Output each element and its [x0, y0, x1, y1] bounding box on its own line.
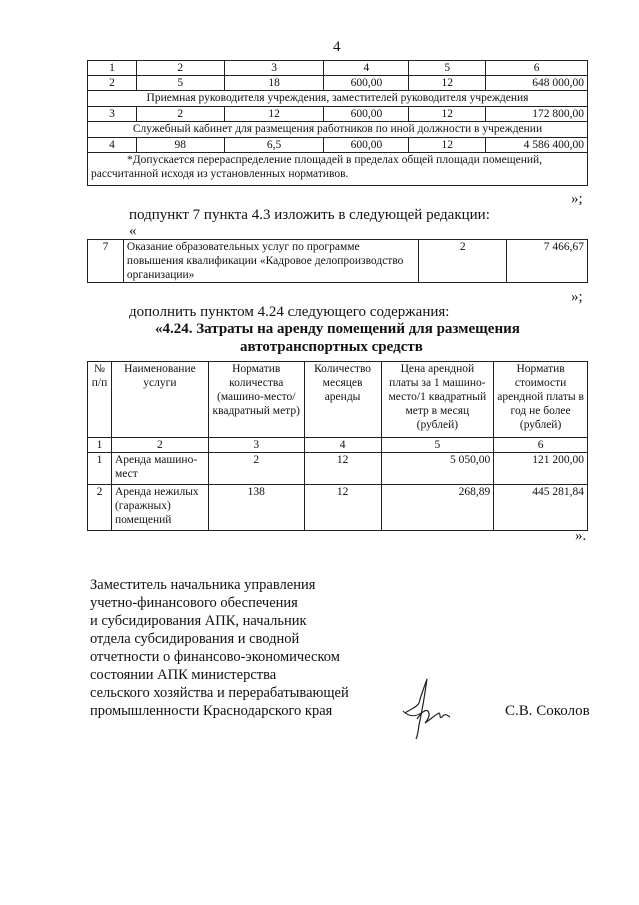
signatory-line: сельского хозяйства и перерабатывающей	[90, 685, 349, 701]
signatory-line: промышленности Краснодарского края	[90, 703, 333, 719]
close-quote: ».	[575, 528, 587, 544]
table-cell: 445 281,84	[494, 485, 588, 531]
column-header: Норматив количества (машино-место/ квадратный метр)	[208, 362, 304, 438]
table-cell: 3	[224, 61, 324, 76]
table-cell: 2	[419, 240, 507, 283]
table-cell: 268,89	[381, 485, 494, 531]
column-header: № п/п	[88, 362, 112, 438]
table-row	[88, 122, 588, 138]
page-number: 4	[333, 39, 341, 55]
table-cell: 98	[136, 138, 224, 153]
table-cell: 18	[224, 76, 324, 91]
table-cell: 4	[304, 438, 381, 453]
section-title: «4.24. Затраты на аренду помещений для размещения	[155, 321, 520, 337]
table-header-row	[88, 362, 588, 438]
table-cell: 12	[304, 485, 381, 531]
signatory-line: состоянии АПК министерства	[90, 667, 277, 683]
close-quote: »;	[571, 191, 583, 207]
table-cell: 12	[409, 76, 486, 91]
table-cell: 12	[409, 107, 486, 122]
table-row	[88, 438, 588, 453]
table-row	[88, 76, 588, 91]
table-cell: 2	[88, 485, 112, 531]
section-title: автотранспортных средств	[240, 339, 423, 355]
table-cell: 4	[324, 61, 409, 76]
signatory-line: отдела субсидирования и сводной	[90, 631, 300, 647]
table-cell: 3	[88, 107, 137, 122]
column-header: Количество месяцев аренды	[304, 362, 381, 438]
instruction-text: дополнить пунктом 4.24 следующего содержания:	[129, 304, 450, 320]
table-replacement-row	[87, 239, 588, 283]
signature-mark	[395, 673, 470, 743]
table-cell: 600,00	[324, 138, 409, 153]
table-cell: 5 050,00	[381, 453, 494, 485]
table-row	[88, 485, 588, 531]
column-header: Норматив стоимости арендной платы в год не более (рублей)	[494, 362, 588, 438]
column-header: Наименование услуги	[111, 362, 208, 438]
table-cell: 5	[136, 76, 224, 91]
table-row	[88, 61, 588, 76]
table-cell: 4	[88, 138, 137, 153]
section-heading: Приемная руководителя учреждения, заместителей руководителя учреждения	[88, 91, 588, 107]
table-cell: 4 586 400,00	[486, 138, 588, 153]
table-cell: 2	[136, 61, 224, 76]
signatory-line: отчетности о финансово-экономическом	[90, 649, 340, 665]
table-cell: 1	[88, 438, 112, 453]
table-row	[88, 453, 588, 485]
table-continuation	[87, 60, 588, 186]
table-cell: 6,5	[224, 138, 324, 153]
table-cell: 2	[111, 438, 208, 453]
table-cell: 1	[88, 453, 112, 485]
instruction-text: подпункт 7 пункта 4.3 изложить в следующей редакции:	[129, 207, 490, 223]
table-cell: 172 800,00	[486, 107, 588, 122]
table-cell: 1	[88, 61, 137, 76]
column-header: Цена арендной платы за 1 машино-место/1 квадратный метр в месяц (рублей)	[381, 362, 494, 438]
table-cell: 600,00	[324, 76, 409, 91]
table-cell: 6	[494, 438, 588, 453]
signatory-name: С.В. Соколов	[505, 703, 590, 719]
table-row	[88, 107, 588, 122]
signatory-line: Заместитель начальника управления	[90, 577, 316, 593]
signatory-line: и субсидирования АПК, начальник	[90, 613, 307, 629]
table-cell: 3	[208, 438, 304, 453]
section-heading: Служебный кабинет для размещения работников по иной должности в учреждении	[88, 122, 588, 138]
table-cell: 648 000,00	[486, 76, 588, 91]
signatory-line: учетно-финансового обеспечения	[90, 595, 298, 611]
table-cell: 12	[224, 107, 324, 122]
close-quote: »;	[571, 289, 583, 305]
table-cell: Аренда машино-мест	[111, 453, 208, 485]
table-cell: 7 466,67	[507, 240, 588, 283]
table-cell: 600,00	[324, 107, 409, 122]
table-cell: 138	[208, 485, 304, 531]
table-row	[88, 91, 588, 107]
table-cell: 6	[486, 61, 588, 76]
open-quote: «	[129, 223, 137, 239]
table-row	[88, 240, 588, 283]
signatory-title	[90, 576, 349, 720]
table-row	[88, 138, 588, 153]
table-rent-costs	[87, 361, 588, 531]
table-cell: 2	[88, 76, 137, 91]
table-cell: 12	[304, 453, 381, 485]
table-cell: 12	[409, 138, 486, 153]
table-cell: 2	[136, 107, 224, 122]
table-cell: 2	[208, 453, 304, 485]
table-cell: 121 200,00	[494, 453, 588, 485]
table-cell: 5	[409, 61, 486, 76]
table-cell: 5	[381, 438, 494, 453]
footnote: *Допускается перераспределение площадей в пределах общей площади помещений, рассчитанной исходя из установленных нормативов.	[88, 153, 588, 186]
table-cell: 7	[88, 240, 124, 283]
table-cell: Оказание образовательных услуг по программе повышения квалификации «Кадровое делопроизводство организации»	[123, 240, 418, 283]
table-row	[88, 153, 588, 186]
table-cell: Аренда нежилых (гаражных) помещений	[111, 485, 208, 531]
